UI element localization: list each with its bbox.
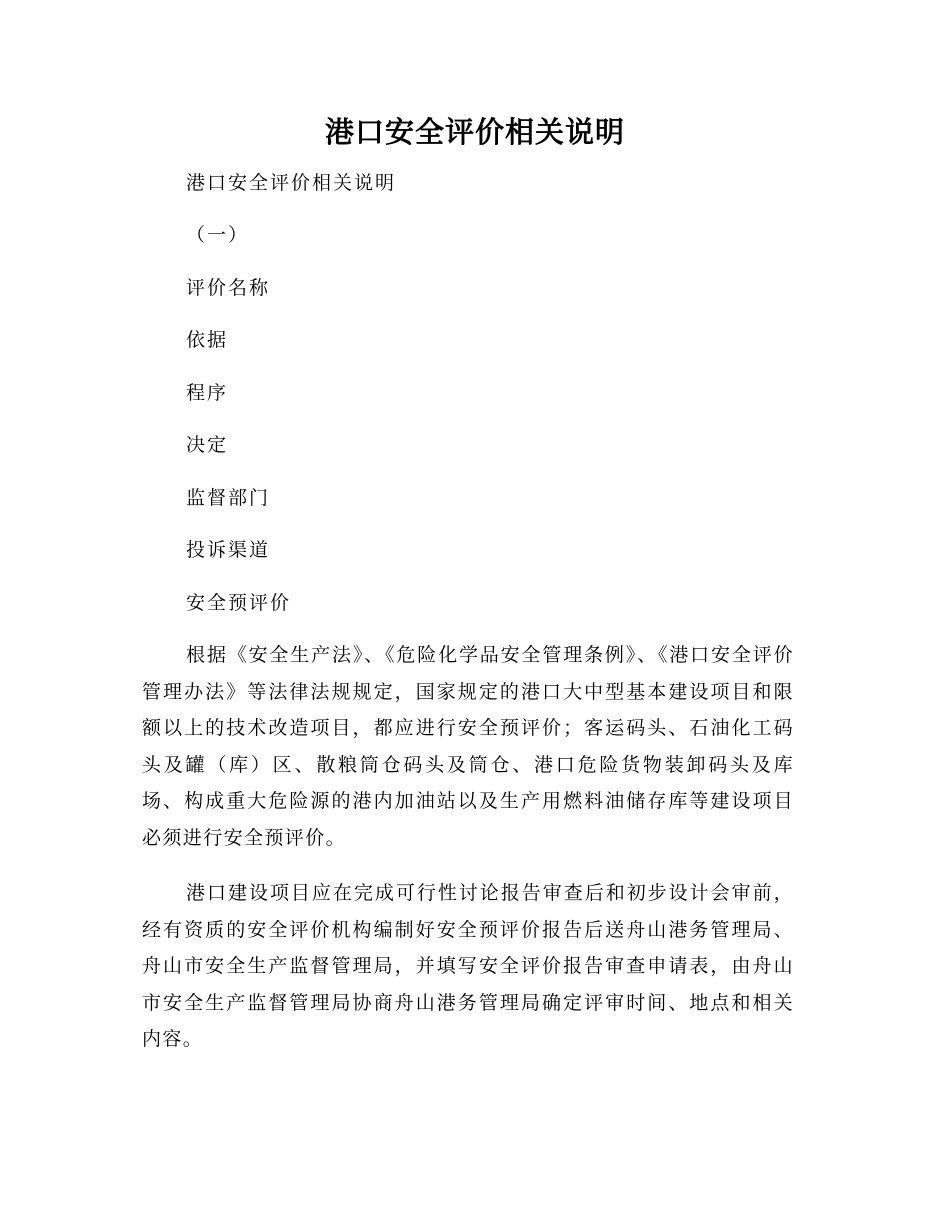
item-procedure: 程序 bbox=[186, 382, 229, 404]
paragraph-legal-basis: 根据《安全生产法》、《危险化学品安全管理条例》、《港口安全评价管理办法》等法律法规规定，国家规定的港口大中型基本建设项目和限额以上的技术改造项目，都应进行安全预评价；客运码头、石油化工码头及罐（库）区、散粮筒仓码头及筒仓、港口危险货物装卸码头及库场、构成重大危险源的港内加油站以及生产用燃料油储存库等建设项目必须进行安全预评价。 bbox=[142, 644, 794, 849]
item-decision: 决定 bbox=[186, 434, 229, 456]
section-number: （一） bbox=[186, 224, 250, 246]
document-title: 港口安全评价相关说明 bbox=[324, 115, 625, 149]
subtitle-line: 港口安全评价相关说明 bbox=[186, 172, 397, 194]
paragraph-review-process: 港口建设项目应在完成可行性讨论报告审查后和初步设计会审前，经有资质的安全评价机构编制好安全预评价报告后送舟山港务管理局、舟山市安全生产监督管理局，并填写安全评价报告审查申请表，由舟山市安全生产监督管理局协商舟山港务管理局确定评审时间、地点和相关内容。 bbox=[142, 882, 794, 1050]
item-safety-pre-evaluation: 安全预评价 bbox=[186, 592, 292, 614]
item-supervision-department: 监督部门 bbox=[186, 487, 271, 509]
item-basis: 依据 bbox=[186, 329, 229, 351]
item-complaint-channel: 投诉渠道 bbox=[186, 539, 271, 561]
item-evaluation-name: 评价名称 bbox=[186, 277, 271, 299]
